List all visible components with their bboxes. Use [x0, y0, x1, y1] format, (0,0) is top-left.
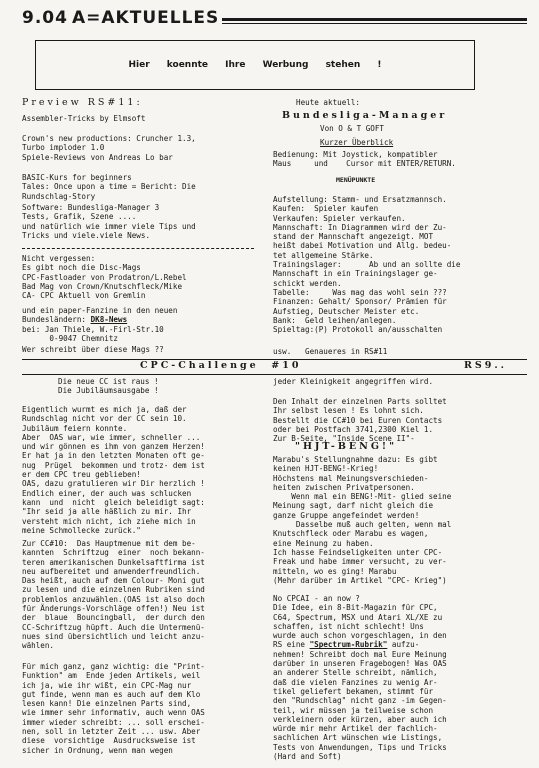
preview-question: Wer schreibt über diese Mags ??	[22, 345, 164, 354]
header-rule	[222, 18, 527, 21]
right-line0: jeder Kleinigkeit angegriffen wird.	[273, 377, 434, 386]
header-rule-thin	[222, 23, 527, 24]
heute-by: Von O & T GOFT	[320, 124, 385, 133]
preview-block5-text-a: und ein paper-Fanzine in den neuen Bundesländern:	[22, 306, 178, 325]
preview-divider	[22, 248, 254, 249]
dk8-news-link: DK8-News	[90, 315, 128, 325]
heute-overview: Kurzer Überblick	[320, 138, 394, 147]
heute-controls: Bedienung: Mit Joystick, kompatibler Maus und Cursor mit ENTER/RETURN.	[273, 150, 456, 169]
right-para-1: Den Inhalt der einzelnen Parts solltet Ihr selbst lesen ! Es lohnt sich. Bestellt die CC#10 bei Euren Contacts oder bei Postfach 3741,2300 Kiel 1. Zur B-Seite, "Inside Scene II"-	[273, 397, 447, 444]
issue-number: 9.04	[22, 8, 68, 28]
heute-menu-title: MENÜPUNKTE	[336, 176, 376, 184]
left-intro: Die neue CC ist raus ! Die Jubiläumsausgabe !	[58, 377, 159, 396]
right-para-3-text-b: aufzu- nehmen! Schreibt doch mal Eure Meinung darüber in unseren Fragebogen! Was OAS an anderer Stelle schreibt, nämlich, daß die vielen Fanzines zu wenig Ar- tikel geliefert bekamen, stimmt für den "Rundschlag" nicht ganz -im Gegen- teil, wir müssen ja teilweise schon verkleinern oder kürzen, aber auch ich würde mir mehr Artikel der fachlich- sachlichen Art wünschen wie Listings, Tests von Anwendungen, Tips und Tricks (Hard and Soft)	[273, 640, 447, 762]
preview-block5	[22, 306, 177, 343]
preview-block3: Software: Bundesliga-Manager 3 Tests, Grafik, Szene .... und natürlich wie immer viele Tips und Tricks und viele.viele News.	[22, 203, 196, 240]
heute-label: Heute aktuell:	[296, 98, 361, 107]
right-para-3-text-a: No CPCAI - an now ? Die Idee, ein 8-Bit-Magazin für CPC, C64, Spectrum, MSX und Atari XL/XE zu schaffen, ist nicht schlecht! Uns wurde auch schon vorgeschlagen, in den RS eine	[273, 594, 447, 650]
heute-menu: Aufstellung: Stamm- und Ersatzmannsch. Kaufen: Spieler kaufen Verkaufen: Spieler verkaufen. Mannschaft: In Diagrammen wird der Zu- stand der Mannschaft angezeigt. MOT heißt dabei Motivation und Allg. bedeu- tet allgemeine Stärke. Trainingslager: Ab und an sollte die Mannschaft in ein Trainingslager ge- schickt werden. Tabelle: Was mag das wohl sein ??? Finanzen: Gehalt/ Sponsor/ Prämien für Aufstieg, Deutscher Meister etc. Bank: Geld leihen/anlegen. Spieltag:(P) Protokoll an/ausschalten	[273, 195, 461, 335]
preview-block2: BASIC-Kurs for beginners Tales: Once upon a time = Bericht: Die Rundschlag-Story	[22, 173, 196, 201]
preview-title: Preview RS#11:	[22, 97, 143, 108]
preview-block4: Nicht vergessen: Es gibt noch die Disc-Mags CPC-Fastloader von Prodatron/L.Rebel Bad Mag von Crown/Knutschfleck/Mike CA- CPC Aktuell von Gremlin	[22, 254, 187, 301]
left-para-3: Für mich ganz, ganz wichtig: die "Print- Funktion" am Ende jeden Artikels, weil ich ja, wie ihr wißt, ein CPC-Mag nur gut finde, wenn man es auch auf dem Klo lesen kann! Die einzelnen Parts sind, wie immer sehr informativ, auch wenn OAS immer wieder schreibt: ... soll erschei- nen, soll in letzter Zeit ... usw. Aber diese vorsichtige Ausdrucksweise ist sicher in Ordnung, wenn man wegen	[22, 662, 205, 755]
preview-block1: Crown's new productions: Cruncher 1.3, Turbo imploder 1.0 Spiele-Reviews von Andreas Lo bar	[22, 134, 196, 162]
left-para-2: Zur CC#10: Das Hauptmenue mit dem be- kannten Schriftzug einer noch bekann- teren amerikanischen Dunkelsaftfirma ist neu aufbereitet und anwenderfreundlich. Das heißt, auch auf dem Colour- Moni gut zu lesen und die einzelnen Rubriken sind problemlos anzuwählen.(OAS ist also doch für Änderungs-Vorschläge offen!) Neu ist der blaue Bouncingball, der durch den CC-Schriftzug hüpft. Auch die Untermenü- nues sind übersichtlich und leicht anzu- wählen.	[22, 539, 205, 651]
left-para-1: Eigentlich wurmt es mich ja, daß der Rundschlag nicht vor der CC sein 10. Jubiläum feiern konnte. Aber OAS war, wie immer, schneller ... und wir gönnen es ihm von ganzem Herzen! Er hat ja in den letzten Monaten oft ge- nug Prügel bekommen und trotz- dem ist er dem CPC treu geblieben! OAS, dazu gratulieren wir Dir herzlich ! Endlich einer, der auch was schlucken kann und nicht gleich beleidigt sagt: "Ihr seid ja alle häßlich zu mir. Ihr versteht mich nicht, ich ziehe mich in meine Schmollecke zurück."	[22, 405, 205, 535]
challenge-price: RS9..	[464, 360, 507, 371]
preview-block5-text-b: bei: Jan Thiele, W.-Firl-Str.10 0-9047 Chemnitz	[22, 324, 164, 343]
ad-box	[35, 40, 475, 90]
ad-text: Hier koennte Ihre Werbung stehen !	[128, 60, 382, 70]
spectrum-rubrik-link: "Spectrum-Rubrik"	[309, 640, 388, 650]
right-hjt-heading: "HJT-BENG!"	[295, 441, 398, 452]
challenge-rule-bottom	[22, 374, 527, 375]
right-para-3	[273, 594, 447, 761]
heute-title: Bundesliga-Manager	[282, 110, 448, 121]
right-para-2: Marabu's Stellungnahme dazu: Es gibt keinen HJT-BENG!-Krieg! Höchstens mal Meinungsverschieden- heiten zwischen Privatpersonen. Wenn mal ein BENG!-Mit- glied seine Meinung sagt, darf nicht gleich die ganze Gruppe angefeindet werden! Dasselbe muß auch gelten, wenn mal Knutschfleck oder Marabu es wagen, eine Meinung zu haben. Ich hasse Feindseligkeiten unter CPC- Freak und habe immer versucht, zu ver- mitteln, wo es ging! Marabu (Mehr darüber im Artikel "CPC- Krieg")	[273, 455, 452, 585]
preview-line1: Assembler-Tricks by Elmsoft	[22, 114, 146, 123]
section-title: A=AKTUELLES	[72, 8, 220, 28]
challenge-title: CPC-Challenge #10	[140, 360, 302, 371]
heute-footer: usw. Genaueres in RS#11	[273, 347, 388, 356]
